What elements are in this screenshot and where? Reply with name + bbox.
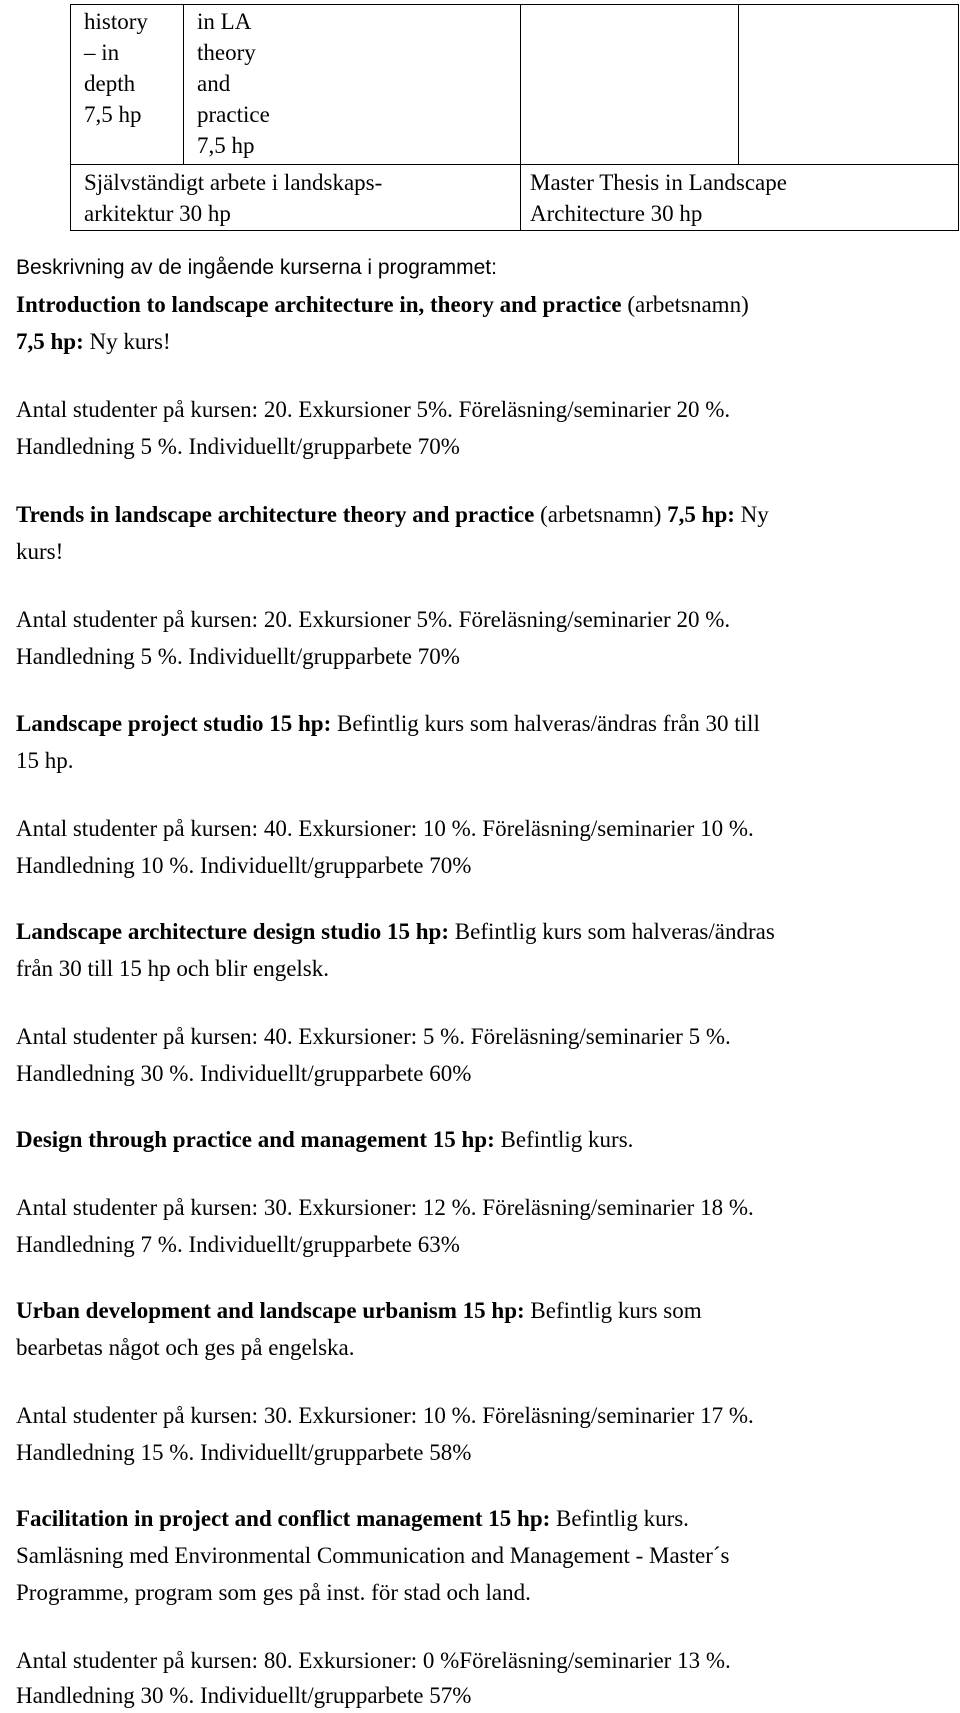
course-title-line [16,1502,689,1536]
course-stats-line: Antal studenter på kursen: 30. Exkursioner: 12 %. Föreläsning/seminarier 18 %. [16,1195,754,1220]
course-title-text: Ny kurs! [83,329,171,354]
course-title-line: 15 hp. [16,748,74,773]
course-stats-line: Handledning 5 %. Individuellt/grupparbete 70% [16,644,460,669]
course-stats-line: Handledning 30 %. Individuellt/grupparbete 60% [16,1061,472,1086]
course-title-bold: Facilitation in project and conflict management 15 hp: [16,1506,551,1531]
course-title-line [16,707,760,741]
table-border-bottom [70,230,958,231]
cell-line: – in [84,40,120,65]
course-title-text: Befintlig kurs som [524,1298,702,1323]
cell-line: theory [197,40,256,65]
course-title-bold: 7,5 hp: [667,502,735,527]
cell-line: arkitektur 30 hp [84,201,231,226]
table-border-left [70,4,71,231]
course-title-line: Samläsning med Environmental Communication and Management - Master´s [16,1543,730,1568]
course-stats-line: Antal studenter på kursen: 20. Exkursioner 5%. Föreläsning/seminarier 20 %. [16,397,731,422]
course-title-text: Befintlig kurs som halveras/ändras [449,919,775,944]
course-title-line [16,325,171,359]
table-border-v2 [520,4,521,231]
course-stats-line: Handledning 7 %. Individuellt/grupparbete 63% [16,1232,460,1257]
course-title-text: Befintlig kurs. [550,1506,689,1531]
cell-line: Architecture 30 hp [530,201,703,226]
course-title-line [16,915,775,949]
cell-line: 7,5 hp [197,133,255,158]
course-stats-line: Antal studenter på kursen: 20. Exkursioner 5%. Föreläsning/seminarier 20 %. [16,607,731,632]
section-heading: Beskrivning av de ingående kurserna i programmet: [16,256,497,279]
table-border-top [70,4,958,5]
course-title-bold: Introduction to landscape architecture in, theory and practice [16,292,622,317]
course-stats-line: Handledning 10 %. Individuellt/grupparbete 70% [16,853,472,878]
course-title-line [16,1294,702,1328]
cell-line: 7,5 hp [84,102,142,127]
course-title-line: bearbetas något och ges på engelska. [16,1335,355,1360]
table-cell-master-thesis [530,167,787,229]
course-title-bold: Trends in landscape architecture theory and practice [16,502,535,527]
course-title-text: (arbetsnamn) [534,502,668,527]
course-stats-line: Antal studenter på kursen: 30. Exkursioner: 10 %. Föreläsning/seminarier 17 %. [16,1403,754,1428]
table-border-mid [70,164,958,165]
course-stats-line: Handledning 5 %. Individuellt/grupparbete 70% [16,434,460,459]
curriculum-table [0,0,960,232]
course-title-text: Befintlig kurs. [494,1127,634,1152]
course-title-text: Befintlig kurs som halveras/ändras från 30 till [331,711,760,736]
table-cell-history [84,6,148,130]
cell-line: Självständigt arbete i landskaps- [84,170,383,195]
course-title-text: (arbetsnamn) [621,292,749,317]
course-title-bold: Landscape project studio 15 hp: [16,711,332,736]
table-cell-la-theory [197,6,270,161]
course-stats-line: Antal studenter på kursen: 40. Exkursioner: 5 %. Föreläsning/seminarier 5 %. [16,1024,731,1049]
cell-line: history [84,9,148,34]
course-title-bold: Landscape architecture design studio 15 hp: [16,919,450,944]
course-title-bold: Design through practice and management 15 hp: [16,1127,495,1152]
course-stats-line: Antal studenter på kursen: 80. Exkursioner: 0 %Föreläsning/seminarier 13 %. [16,1648,731,1673]
course-title-line [16,498,769,532]
course-title-bold: Urban development and landscape urbanism 15 hp: [16,1298,525,1323]
cell-line: practice [197,102,270,127]
table-border-v3 [738,4,739,165]
course-title-bold: 7,5 hp: [16,329,84,354]
course-stats-line: Antal studenter på kursen: 40. Exkursioner: 10 %. Föreläsning/seminarier 10 %. [16,816,754,841]
course-title-line: kurs! [16,539,64,564]
cell-line: Master Thesis in Landscape [530,170,787,195]
table-cell-sjalvstandigt-arbete [84,167,382,229]
course-title-line [16,1123,633,1157]
course-stats-line: Handledning 30 %. Individuellt/grupparbete 57% [16,1683,472,1708]
cell-line: and [197,71,231,96]
table-border-v1 [183,4,184,165]
course-title-line: Programme, program som ges på inst. för stad och land. [16,1580,531,1605]
table-border-right [958,4,959,231]
cell-line: in LA [197,9,252,34]
course-stats-line: Handledning 15 %. Individuellt/grupparbete 58% [16,1440,472,1465]
course-title-line: från 30 till 15 hp och blir engelsk. [16,956,329,981]
course-title-text: Ny [734,502,769,527]
course-title-line [16,288,749,322]
cell-line: depth [84,71,136,96]
